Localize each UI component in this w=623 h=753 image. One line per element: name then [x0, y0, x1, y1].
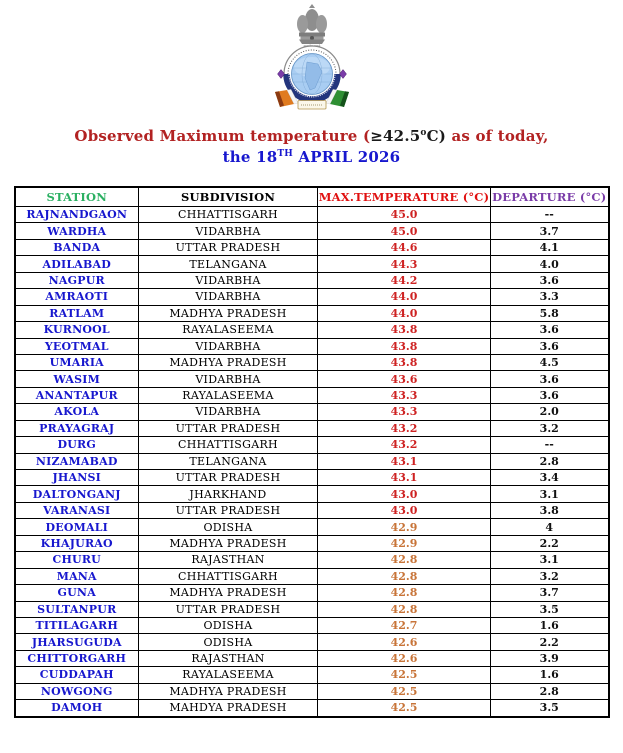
departure-cell: 2.8	[491, 683, 609, 699]
subdivision-cell: VIDARBHA	[139, 371, 318, 387]
departure-cell: 3.9	[491, 650, 609, 666]
max-temperature-cell: 42.6	[318, 650, 491, 666]
max-temperature-cell: 42.8	[318, 552, 491, 568]
unit-text: C)	[426, 127, 447, 145]
max-temperature-cell: 43.2	[318, 420, 491, 436]
table-row	[15, 700, 609, 717]
table-row	[15, 420, 609, 436]
max-temperature-cell: 42.7	[318, 617, 491, 633]
station-cell: RATLAM	[15, 305, 139, 321]
max-temperature-cell: 43.8	[318, 322, 491, 338]
table-row	[15, 371, 609, 387]
table-row	[15, 387, 609, 403]
departure-cell: 3.5	[491, 601, 609, 617]
station-cell: BANDA	[15, 239, 139, 255]
report-date-line	[0, 147, 623, 168]
table-row	[15, 338, 609, 354]
table-row	[15, 535, 609, 551]
subdivision-cell: RAJASTHAN	[139, 552, 318, 568]
departure-cell: 2.2	[491, 634, 609, 650]
departure-cell: 3.5	[491, 700, 609, 717]
table-body	[15, 207, 609, 717]
subdivision-cell: UTTAR PRADESH	[139, 470, 318, 486]
table-row	[15, 223, 609, 239]
departure-cell: 4.5	[491, 354, 609, 370]
departure-cell: 4	[491, 519, 609, 535]
station-cell: CHURU	[15, 552, 139, 568]
max-temperature-cell: 44.3	[318, 256, 491, 272]
subdivision-cell: MADHYA PRADESH	[139, 683, 318, 699]
subdivision-cell: VIDARBHA	[139, 404, 318, 420]
departure-cell: 1.6	[491, 667, 609, 683]
table-row	[15, 568, 609, 584]
table-row	[15, 634, 609, 650]
departure-cell: 3.1	[491, 486, 609, 502]
subdivision-cell: TELANGANA	[139, 453, 318, 469]
departure-cell: 4.0	[491, 256, 609, 272]
departure-cell: 1.6	[491, 617, 609, 633]
station-cell: PRAYAGRAJ	[15, 420, 139, 436]
max-temperature-cell: 45.0	[318, 223, 491, 239]
table-row	[15, 272, 609, 288]
departure-cell: 3.1	[491, 552, 609, 568]
departure-cell: 4.1	[491, 239, 609, 255]
station-cell: ANANTAPUR	[15, 387, 139, 403]
departure-cell: 2.8	[491, 453, 609, 469]
subdivision-cell: MAHDYA PRADESH	[139, 700, 318, 717]
subdivision-cell: UTTAR PRADESH	[139, 420, 318, 436]
station-cell: KURNOOL	[15, 322, 139, 338]
max-temperature-cell: 42.6	[318, 634, 491, 650]
departure-cell: 2.0	[491, 404, 609, 420]
ashoka-lion-capital-icon	[297, 4, 327, 44]
station-cell: YEOTMAL	[15, 338, 139, 354]
departure-cell: 3.6	[491, 272, 609, 288]
max-temperature-cell: 42.8	[318, 568, 491, 584]
departure-cell: 3.3	[491, 289, 609, 305]
subdivision-cell: ODISHA	[139, 519, 318, 535]
table-row	[15, 552, 609, 568]
max-temperature-cell: 43.3	[318, 404, 491, 420]
subdivision-cell: CHHATTISGARH	[139, 568, 318, 584]
table-row	[15, 453, 609, 469]
station-cell: CHITTORGARH	[15, 650, 139, 666]
station-cell: MANA	[15, 568, 139, 584]
table-row	[15, 239, 609, 255]
subdivision-cell: JHARKHAND	[139, 486, 318, 502]
title-text-tail: as of today,	[446, 127, 549, 145]
table-row	[15, 519, 609, 535]
subdivision-cell: MADHYA PRADESH	[139, 585, 318, 601]
table-row	[15, 486, 609, 502]
station-cell: JHARSUGUDA	[15, 634, 139, 650]
subdivision-cell: VIDARBHA	[139, 289, 318, 305]
station-cell: JHANSI	[15, 470, 139, 486]
table-row	[15, 617, 609, 633]
table-header-row	[15, 187, 609, 207]
subdivision-cell: RAJASTHAN	[139, 650, 318, 666]
departure-cell: 3.2	[491, 568, 609, 584]
station-cell: AKOLA	[15, 404, 139, 420]
station-cell: WARDHA	[15, 223, 139, 239]
subdivision-cell: MADHYA PRADESH	[139, 535, 318, 551]
subdivision-cell: UTTAR PRADESH	[139, 601, 318, 617]
subdivision-cell: RAYALASEEMA	[139, 322, 318, 338]
station-cell: VARANASI	[15, 502, 139, 518]
station-cell: AMRAOTI	[15, 289, 139, 305]
subdivision-cell: RAYALASEEMA	[139, 387, 318, 403]
report-title-line1	[0, 126, 623, 147]
temperature-threshold: ≥42.5	[370, 127, 421, 145]
departure-cell: 3.2	[491, 420, 609, 436]
departure-cell: 3.4	[491, 470, 609, 486]
station-cell: NIZAMABAD	[15, 453, 139, 469]
subdivision-column-header: SUBDIVISION	[139, 187, 318, 207]
station-column-header: STATION	[15, 187, 139, 207]
subdivision-cell: RAYALASEEMA	[139, 667, 318, 683]
max-temperature-cell: 42.5	[318, 700, 491, 717]
subdivision-cell: UTTAR PRADESH	[139, 239, 318, 255]
station-cell: CUDDAPAH	[15, 667, 139, 683]
departure-cell: 3.6	[491, 371, 609, 387]
max-temperature-cell: 43.0	[318, 486, 491, 502]
station-cell: NAGPUR	[15, 272, 139, 288]
max-temperature-cell: 43.1	[318, 470, 491, 486]
subdivision-cell: TELANGANA	[139, 256, 318, 272]
departure-column-header: DEPARTURE (°C)	[491, 187, 609, 207]
departure-cell: 3.6	[491, 338, 609, 354]
imd-emblem-graphic	[268, 4, 356, 114]
table-row	[15, 683, 609, 699]
max-temperature-cell: 45.0	[318, 207, 491, 223]
station-cell: ADILABAD	[15, 256, 139, 272]
max-temperature-column-header: MAX.TEMPERATURE (°C)	[318, 187, 491, 207]
station-cell: DURG	[15, 437, 139, 453]
degree-superscript: o	[420, 128, 427, 138]
table-row	[15, 354, 609, 370]
max-temperature-cell: 43.1	[318, 453, 491, 469]
table-row	[15, 470, 609, 486]
subdivision-cell: VIDARBHA	[139, 338, 318, 354]
station-cell: DALTONGANJ	[15, 486, 139, 502]
subdivision-cell: VIDARBHA	[139, 272, 318, 288]
table-row	[15, 207, 609, 223]
departure-cell: --	[491, 207, 609, 223]
departure-cell: 3.8	[491, 502, 609, 518]
table-row	[15, 650, 609, 666]
max-temperature-cell: 42.9	[318, 535, 491, 551]
report-title	[0, 126, 623, 168]
departure-cell: 5.8	[491, 305, 609, 321]
subdivision-cell: VIDARBHA	[139, 223, 318, 239]
station-cell: DAMOH	[15, 700, 139, 717]
table-row	[15, 502, 609, 518]
subdivision-cell: CHHATTISGARH	[139, 437, 318, 453]
max-temperature-cell: 43.0	[318, 502, 491, 518]
max-temperature-cell: 42.8	[318, 601, 491, 617]
subdivision-cell: ODISHA	[139, 617, 318, 633]
station-cell: UMARIA	[15, 354, 139, 370]
departure-cell: 3.6	[491, 322, 609, 338]
date-prefix: the 18	[222, 148, 278, 166]
station-cell: KHAJURAO	[15, 535, 139, 551]
max-temperature-cell: 42.8	[318, 585, 491, 601]
table-row	[15, 322, 609, 338]
ordinal-superscript: TH	[277, 149, 293, 159]
station-cell: DEOMALI	[15, 519, 139, 535]
subdivision-cell: UTTAR PRADESH	[139, 502, 318, 518]
max-temperature-cell: 43.8	[318, 338, 491, 354]
subdivision-cell: ODISHA	[139, 634, 318, 650]
departure-cell: 3.7	[491, 585, 609, 601]
station-cell: NOWGONG	[15, 683, 139, 699]
table-row	[15, 601, 609, 617]
departure-cell: --	[491, 437, 609, 453]
max-temperature-cell: 42.9	[318, 519, 491, 535]
station-cell: RAJNANDGAON	[15, 207, 139, 223]
station-cell: WASIM	[15, 371, 139, 387]
table-row	[15, 256, 609, 272]
table-row	[15, 667, 609, 683]
max-temperature-cell: 42.5	[318, 667, 491, 683]
max-temperature-cell: 43.3	[318, 387, 491, 403]
max-temperature-cell: 42.5	[318, 683, 491, 699]
station-cell: GUNA	[15, 585, 139, 601]
max-temperature-cell: 43.8	[318, 354, 491, 370]
subdivision-cell: CHHATTISGARH	[139, 207, 318, 223]
title-text: Observed Maximum temperature (	[74, 127, 371, 145]
departure-cell: 3.7	[491, 223, 609, 239]
max-temperature-cell: 44.6	[318, 239, 491, 255]
departure-cell: 2.2	[491, 535, 609, 551]
table-row	[15, 437, 609, 453]
date-suffix: APRIL 2026	[292, 148, 401, 166]
max-temperature-cell: 43.6	[318, 371, 491, 387]
station-cell: SULTANPUR	[15, 601, 139, 617]
subdivision-cell: MADHYA PRADESH	[139, 354, 318, 370]
table-row	[15, 289, 609, 305]
departure-cell: 3.6	[491, 387, 609, 403]
table-row	[15, 585, 609, 601]
max-temperature-cell: 44.2	[318, 272, 491, 288]
max-temperature-cell: 44.0	[318, 289, 491, 305]
station-cell: TITILAGARH	[15, 617, 139, 633]
imd-logo	[0, 0, 623, 114]
max-temperature-cell: 44.0	[318, 305, 491, 321]
max-temperature-cell: 43.2	[318, 437, 491, 453]
globe-icon	[291, 54, 332, 95]
table-row	[15, 305, 609, 321]
table-row	[15, 404, 609, 420]
subdivision-cell: MADHYA PRADESH	[139, 305, 318, 321]
temperature-table	[14, 186, 610, 718]
